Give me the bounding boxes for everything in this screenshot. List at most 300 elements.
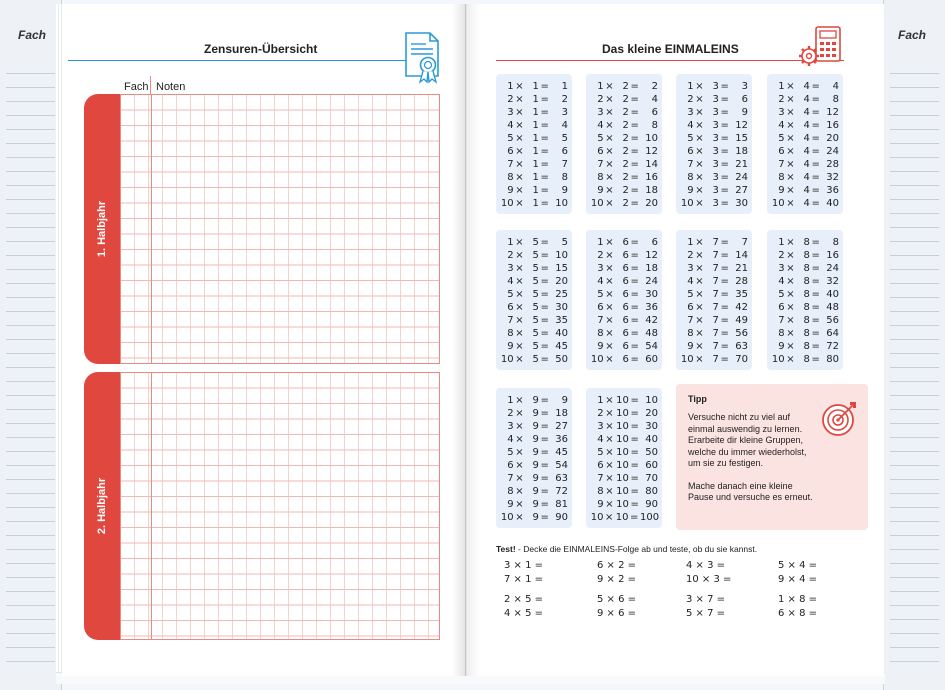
equals-sign: = <box>540 276 549 287</box>
times-sign: × <box>605 315 614 326</box>
table-value: 50 <box>645 447 658 458</box>
times-table-row <box>680 184 748 197</box>
times-table-row <box>771 314 839 327</box>
table-value: 7 <box>712 289 719 300</box>
times-table-row <box>771 184 839 197</box>
table-value: 4 <box>803 185 810 196</box>
test-item: 6 × 2 = <box>597 560 637 571</box>
times-table-1 <box>496 74 572 214</box>
times-table-row <box>500 184 568 197</box>
equals-sign: = <box>540 185 549 196</box>
times-sign: × <box>695 289 704 300</box>
table-value: 6 <box>778 302 785 313</box>
table-value: 80 <box>645 486 658 497</box>
times-sign: × <box>605 263 614 274</box>
table-value: 9 <box>532 395 539 406</box>
table-value: 1 <box>532 185 539 196</box>
test-item: 4 × 3 = <box>686 560 726 571</box>
table-value: 27 <box>555 421 568 432</box>
equals-sign: = <box>630 395 639 406</box>
times-sign: × <box>695 328 704 339</box>
equals-sign: = <box>811 146 820 157</box>
times-table-row <box>590 394 658 407</box>
table-value: 7 <box>507 473 514 484</box>
table-value: 1 <box>532 159 539 170</box>
table-value: 8 <box>687 328 694 339</box>
table-value: 14 <box>645 159 658 170</box>
table-value: 4 <box>803 146 810 157</box>
times-table-row <box>590 314 658 327</box>
table-value: 10 <box>500 354 514 365</box>
equals-sign: = <box>630 499 639 510</box>
table-value: 10 <box>616 486 629 497</box>
table-value: 10 <box>500 512 514 523</box>
table-value: 4 <box>832 81 839 92</box>
table-value: 1 <box>687 237 694 248</box>
table-value: 4 <box>561 120 568 131</box>
table-value: 2 <box>651 81 658 92</box>
test-item: 5 × 4 = <box>778 560 818 571</box>
times-sign: × <box>605 250 614 261</box>
table-value: 4 <box>507 434 514 445</box>
equals-sign: = <box>540 289 549 300</box>
table-value: 90 <box>645 499 658 510</box>
times-table-row <box>500 249 568 262</box>
times-sign: × <box>786 328 795 339</box>
equals-sign: = <box>811 120 820 131</box>
grade-grid[interactable] <box>120 372 440 640</box>
table-value: 4 <box>778 276 785 287</box>
equals-sign: = <box>540 237 549 248</box>
equals-sign: = <box>720 198 729 209</box>
equals-sign: = <box>720 185 729 196</box>
table-value: 80 <box>826 354 839 365</box>
times-table-row <box>500 262 568 275</box>
times-table-row <box>590 353 658 366</box>
table-value: 6 <box>622 328 629 339</box>
times-sign: × <box>605 133 614 144</box>
tip-title: Tipp <box>688 394 707 404</box>
table-value: 3 <box>712 185 719 196</box>
table-value: 9 <box>532 486 539 497</box>
table-value: 9 <box>741 107 748 118</box>
equals-sign: = <box>630 133 639 144</box>
times-table-row <box>590 340 658 353</box>
table-value: 10 <box>590 198 604 209</box>
table-value: 54 <box>645 341 658 352</box>
table-value: 8 <box>803 302 810 313</box>
equals-sign: = <box>630 302 639 313</box>
table-value: 6 <box>597 302 604 313</box>
grade-block-second-half <box>84 372 440 640</box>
table-value: 9 <box>507 499 514 510</box>
times-table-row <box>680 145 748 158</box>
table-value: 8 <box>507 486 514 497</box>
equals-sign: = <box>811 81 820 92</box>
equals-sign: = <box>811 198 820 209</box>
table-value: 16 <box>645 172 658 183</box>
table-value: 6 <box>651 237 658 248</box>
times-sign: × <box>786 198 795 209</box>
times-table-5 <box>496 230 572 370</box>
table-value: 6 <box>687 302 694 313</box>
table-value: 3 <box>507 107 514 118</box>
table-value: 9 <box>687 185 694 196</box>
table-value: 6 <box>507 302 514 313</box>
table-value: 3 <box>597 107 604 118</box>
times-sign: × <box>605 395 614 406</box>
table-value: 8 <box>803 250 810 261</box>
times-sign: × <box>695 276 704 287</box>
times-sign: × <box>786 250 795 261</box>
table-value: 48 <box>826 302 839 313</box>
times-table-row <box>590 93 658 106</box>
table-value: 10 <box>771 354 785 365</box>
table-value: 8 <box>507 172 514 183</box>
table-value: 1 <box>597 237 604 248</box>
table-value: 10 <box>555 250 568 261</box>
table-value: 10 <box>590 354 604 365</box>
equals-sign: = <box>720 250 729 261</box>
equals-sign: = <box>811 94 820 105</box>
times-sign: × <box>695 354 704 365</box>
table-value: 63 <box>555 473 568 484</box>
table-value: 10 <box>616 408 629 419</box>
table-value: 8 <box>832 237 839 248</box>
title-rule <box>496 60 844 61</box>
times-sign: × <box>786 354 795 365</box>
times-table-row <box>590 132 658 145</box>
times-sign: × <box>515 120 524 131</box>
test-item: 3 × 1 = <box>504 560 544 571</box>
table-value: 5 <box>532 276 539 287</box>
test-item: 7 × 1 = <box>504 574 544 585</box>
table-value: 7 <box>507 315 514 326</box>
table-value: 8 <box>687 172 694 183</box>
table-value: 36 <box>645 302 658 313</box>
times-sign: × <box>515 434 524 445</box>
table-value: 5 <box>561 133 568 144</box>
grade-grid[interactable] <box>120 94 440 364</box>
equals-sign: = <box>811 133 820 144</box>
table-value: 1 <box>532 172 539 183</box>
table-value: 5 <box>687 289 694 300</box>
table-value: 6 <box>741 94 748 105</box>
times-table-row <box>500 106 568 119</box>
times-sign: × <box>695 146 704 157</box>
page-title: Das kleine EINMALEINS <box>602 42 739 56</box>
table-value: 50 <box>555 354 568 365</box>
times-sign: × <box>605 198 614 209</box>
table-value: 5 <box>532 250 539 261</box>
times-sign: × <box>695 172 704 183</box>
table-value: 6 <box>622 289 629 300</box>
table-value: 24 <box>826 146 839 157</box>
times-sign: × <box>695 263 704 274</box>
table-value: 3 <box>712 159 719 170</box>
table-value: 6 <box>622 354 629 365</box>
table-value: 2 <box>778 250 785 261</box>
times-table-row <box>680 158 748 171</box>
table-value: 60 <box>645 460 658 471</box>
table-value: 15 <box>555 263 568 274</box>
table-value: 6 <box>622 250 629 261</box>
table-value: 64 <box>826 328 839 339</box>
times-table-row <box>500 301 568 314</box>
times-table-6 <box>586 230 662 370</box>
table-value: 7 <box>741 237 748 248</box>
equals-sign: = <box>811 250 820 261</box>
times-sign: × <box>695 159 704 170</box>
test-item: 4 × 5 = <box>504 608 544 619</box>
table-value: 8 <box>651 120 658 131</box>
times-sign: × <box>605 473 614 484</box>
table-value: 3 <box>778 263 785 274</box>
times-table-row <box>590 171 658 184</box>
table-value: 40 <box>826 198 839 209</box>
table-value: 2 <box>687 250 694 261</box>
target-icon <box>820 398 860 438</box>
times-table-row <box>500 197 568 210</box>
times-table-row <box>771 236 839 249</box>
table-value: 2 <box>622 120 629 131</box>
times-sign: × <box>786 276 795 287</box>
times-table-row <box>500 433 568 446</box>
equals-sign: = <box>630 159 639 170</box>
equals-sign: = <box>540 341 549 352</box>
equals-sign: = <box>630 237 639 248</box>
table-value: 2 <box>622 159 629 170</box>
times-table-row <box>590 459 658 472</box>
table-value: 2 <box>507 94 514 105</box>
table-value: 3 <box>741 81 748 92</box>
table-value: 10 <box>500 198 514 209</box>
table-value: 9 <box>532 421 539 432</box>
times-table-row <box>590 80 658 93</box>
times-table-row <box>680 93 748 106</box>
table-value: 5 <box>597 447 604 458</box>
table-value: 1 <box>532 146 539 157</box>
table-value: 8 <box>597 486 604 497</box>
times-table-row <box>500 511 568 524</box>
equals-sign: = <box>630 81 639 92</box>
equals-sign: = <box>811 107 820 118</box>
table-value: 4 <box>803 172 810 183</box>
times-sign: × <box>605 447 614 458</box>
test-item: 10 × 3 = <box>686 574 732 585</box>
table-value: 1 <box>597 395 604 406</box>
table-value: 1 <box>687 81 694 92</box>
table-value: 4 <box>687 120 694 131</box>
equals-sign: = <box>540 473 549 484</box>
times-sign: × <box>605 94 614 105</box>
table-value: 6 <box>622 315 629 326</box>
left-register-edge <box>0 0 62 690</box>
table-value: 9 <box>687 341 694 352</box>
table-value: 8 <box>803 276 810 287</box>
times-table-row <box>590 145 658 158</box>
times-sign: × <box>605 460 614 471</box>
table-value: 45 <box>555 341 568 352</box>
table-value: 48 <box>645 328 658 339</box>
equals-sign: = <box>720 120 729 131</box>
times-sign: × <box>786 107 795 118</box>
equals-sign: = <box>540 499 549 510</box>
table-value: 6 <box>622 276 629 287</box>
table-value: 4 <box>597 276 604 287</box>
table-value: 9 <box>532 447 539 458</box>
table-value: 3 <box>712 133 719 144</box>
equals-sign: = <box>720 107 729 118</box>
times-sign: × <box>605 146 614 157</box>
table-value: 72 <box>826 341 839 352</box>
times-table-3 <box>676 74 752 214</box>
equals-sign: = <box>811 289 820 300</box>
times-table-row <box>500 446 568 459</box>
times-sign: × <box>695 107 704 118</box>
times-table-row <box>590 301 658 314</box>
table-value: 5 <box>532 289 539 300</box>
test-instruction <box>496 544 757 554</box>
times-sign: × <box>515 315 524 326</box>
table-value: 2 <box>507 250 514 261</box>
equals-sign: = <box>630 354 639 365</box>
test-item: 6 × 8 = <box>778 608 818 619</box>
left-edge-lines <box>6 60 55 670</box>
equals-sign: = <box>630 250 639 261</box>
table-value: 4 <box>803 107 810 118</box>
table-value: 8 <box>778 172 785 183</box>
times-table-row <box>680 288 748 301</box>
table-value: 3 <box>712 107 719 118</box>
times-sign: × <box>605 499 614 510</box>
grade-block-first-half <box>84 94 440 364</box>
table-value: 30 <box>735 198 748 209</box>
table-value: 7 <box>712 237 719 248</box>
table-value: 10 <box>645 133 658 144</box>
table-value: 40 <box>826 289 839 300</box>
equals-sign: = <box>720 159 729 170</box>
times-sign: × <box>515 473 524 484</box>
table-value: 2 <box>778 94 785 105</box>
table-value: 30 <box>555 302 568 313</box>
table-value: 45 <box>555 447 568 458</box>
right-edge-lines <box>890 60 939 670</box>
times-sign: × <box>786 133 795 144</box>
table-value: 7 <box>778 159 785 170</box>
times-sign: × <box>605 120 614 131</box>
times-table-row <box>680 249 748 262</box>
table-value: 6 <box>778 146 785 157</box>
table-value: 1 <box>778 237 785 248</box>
equals-sign: = <box>811 263 820 274</box>
block-tab <box>84 372 120 640</box>
table-value: 3 <box>561 107 568 118</box>
table-value: 2 <box>622 172 629 183</box>
table-value: 9 <box>532 460 539 471</box>
test-item: 9 × 2 = <box>597 574 637 585</box>
equals-sign: = <box>630 473 639 484</box>
equals-sign: = <box>540 460 549 471</box>
test-item: 5 × 6 = <box>597 594 637 605</box>
equals-sign: = <box>540 512 549 523</box>
table-value: 5 <box>561 237 568 248</box>
times-table-row <box>771 249 839 262</box>
times-table-row <box>500 485 568 498</box>
table-value: 10 <box>616 434 629 445</box>
times-table-row <box>771 145 839 158</box>
times-table-row <box>590 407 658 420</box>
table-value: 2 <box>622 133 629 144</box>
table-value: 36 <box>826 185 839 196</box>
times-table-row <box>771 327 839 340</box>
test-instruction-text: - Decke die EINMALEINS-Folge ab und teste, ob du sie kannst. <box>515 544 758 554</box>
table-value: 7 <box>712 341 719 352</box>
times-table-row <box>771 158 839 171</box>
table-value: 6 <box>597 460 604 471</box>
table-value: 100 <box>640 512 660 523</box>
equals-sign: = <box>720 328 729 339</box>
times-sign: × <box>515 341 524 352</box>
equals-sign: = <box>540 120 549 131</box>
times-table-10 <box>586 388 662 528</box>
times-sign: × <box>515 486 524 497</box>
table-value: 4 <box>597 120 604 131</box>
table-value: 5 <box>778 289 785 300</box>
table-value: 6 <box>561 146 568 157</box>
times-sign: × <box>695 198 704 209</box>
times-sign: × <box>786 341 795 352</box>
times-table-row <box>590 236 658 249</box>
times-sign: × <box>605 486 614 497</box>
times-sign: × <box>605 328 614 339</box>
table-value: 5 <box>532 237 539 248</box>
table-value: 9 <box>778 185 785 196</box>
equals-sign: = <box>630 263 639 274</box>
equals-sign: = <box>540 81 549 92</box>
times-table-4 <box>767 74 843 214</box>
equals-sign: = <box>720 341 729 352</box>
equals-sign: = <box>630 315 639 326</box>
times-table-8 <box>767 230 843 370</box>
times-table-row <box>771 80 839 93</box>
table-value: 1 <box>561 81 568 92</box>
times-sign: × <box>786 302 795 313</box>
times-table-row <box>680 197 748 210</box>
equals-sign: = <box>811 276 820 287</box>
times-sign: × <box>605 237 614 248</box>
equals-sign: = <box>540 315 549 326</box>
table-value: 10 <box>616 499 629 510</box>
table-value: 10 <box>616 473 629 484</box>
table-value: 20 <box>826 133 839 144</box>
table-value: 8 <box>561 172 568 183</box>
times-sign: × <box>515 250 524 261</box>
table-value: 7 <box>712 302 719 313</box>
equals-sign: = <box>720 263 729 274</box>
times-table-row <box>771 340 839 353</box>
times-table-row <box>680 80 748 93</box>
table-value: 1 <box>507 81 514 92</box>
times-table-row <box>500 314 568 327</box>
table-value: 3 <box>712 81 719 92</box>
times-sign: × <box>786 185 795 196</box>
times-table-row <box>590 119 658 132</box>
equals-sign: = <box>540 263 549 274</box>
times-sign: × <box>695 302 704 313</box>
table-value: 1 <box>532 94 539 105</box>
table-value: 15 <box>735 133 748 144</box>
